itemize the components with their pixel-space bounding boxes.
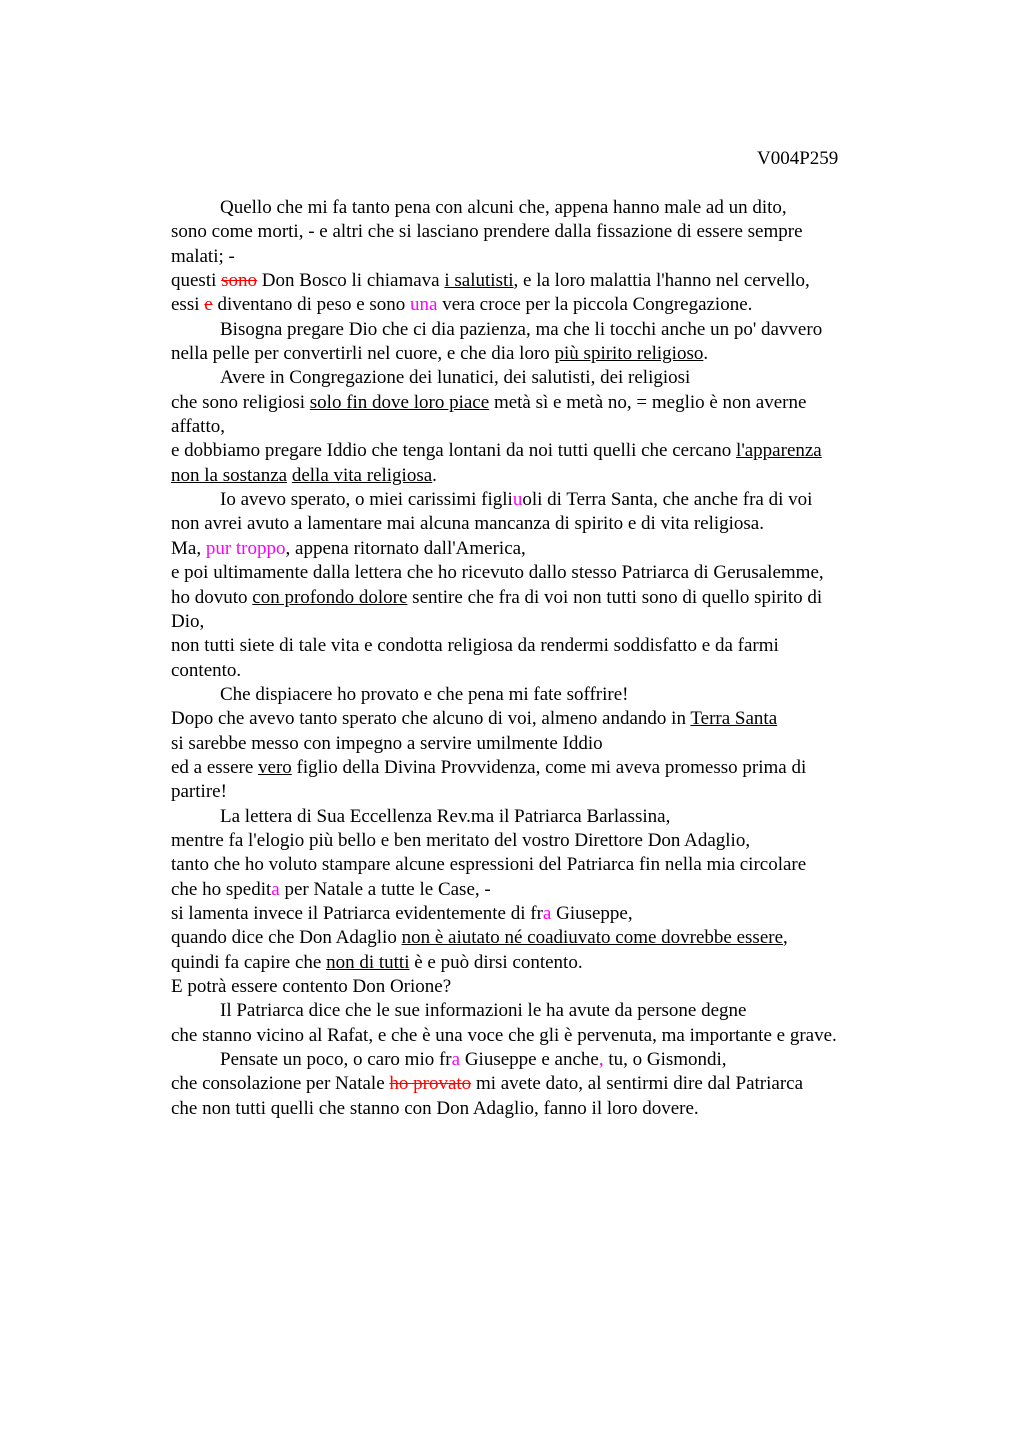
text-line <box>171 269 931 293</box>
text-run: non tutti siete di tale vita e condotta religiosa da rendermi soddisfatto e da farmi <box>171 635 779 657</box>
text-run: Don Bosco li chiamava <box>257 270 445 292</box>
text-run: malati; - <box>171 245 235 267</box>
page-identifier: V004P259 <box>757 148 839 169</box>
text-run: sentire che fra di voi non tutti sono di quello spirito di <box>407 586 823 608</box>
text-line <box>171 707 931 731</box>
text-line <box>171 902 931 926</box>
text-line <box>171 586 931 610</box>
text-line <box>171 196 931 220</box>
text-line <box>171 537 931 561</box>
text-line <box>171 878 931 902</box>
text-run: si lamenta invece il Patriarca evidentemente di fr <box>171 902 543 924</box>
underlined-text: solo fin dove loro piace <box>309 391 490 413</box>
text-line <box>171 464 931 488</box>
text-run: Che dispiacere ho provato e che pena mi fate soffrire! <box>220 683 629 705</box>
underlined-text: della vita religiosa <box>291 464 433 486</box>
text-run: metà sì e metà no, = meglio è non averne <box>489 391 807 413</box>
text-run: si sarebbe messo con impegno a servire umilmente Iddio <box>171 732 603 754</box>
text-line <box>171 829 931 853</box>
inserted-text: a <box>271 878 280 900</box>
text-run: , appena ritornato dall'America, <box>285 537 526 559</box>
text-run: Bisogna pregare Dio che ci dia pazienza, ma che li tocchi anche un po' davvero <box>220 318 823 340</box>
text-run: partire! <box>171 781 227 803</box>
text-run: e poi ultimamente dalla lettera che ho ricevuto dallo stesso Patriarca di Gerusalemme, <box>171 562 824 584</box>
deleted-text: ho provato <box>389 1073 472 1095</box>
deleted-text: sono <box>221 270 258 292</box>
text-run: non avrei avuto a lamentare mai alcuna mancanza di spirito e di vita religiosa. <box>171 513 764 535</box>
text-line <box>171 683 931 707</box>
text-run: tanto che ho voluto stampare alcune espressioni del Patriarca fin nella mia circolare <box>171 854 807 876</box>
text-run: diventano di peso e sono <box>212 294 411 316</box>
text-run: Io avevo sperato, o miei carissimi figli <box>220 489 513 511</box>
underlined-text: l'apparenza <box>736 440 822 462</box>
text-run: . <box>432 464 437 486</box>
text-run: mi avete dato, al sentirmi dire dal Patriarca <box>471 1073 804 1095</box>
inserted-text: u <box>512 489 523 511</box>
text-run: quindi fa capire che <box>171 951 327 973</box>
underlined-text: con profondo dolore <box>252 586 408 608</box>
text-line <box>171 634 931 658</box>
text-run: e dobbiamo pregare Iddio che tenga lontani da noi tutti quelli che cercano <box>171 440 737 462</box>
text-run: sono come morti, - e altri che si lasciano prendere dalla fissazione di essere sempre <box>171 221 803 243</box>
text-line <box>171 366 931 390</box>
text-run: E potrà essere contento Don Orione? <box>171 976 452 997</box>
inserted-text: , <box>598 1049 604 1071</box>
text-line <box>171 415 931 439</box>
text-run: oli di Terra Santa, che anche fra di voi <box>522 489 813 511</box>
text-run: Dopo che avevo tanto sperato che alcuno di voi, almeno andando in <box>171 708 691 730</box>
text-line <box>171 732 931 756</box>
inserted-text: a <box>451 1049 461 1071</box>
text-line <box>171 1072 931 1096</box>
text-line <box>171 756 931 780</box>
text-run: per Natale a tutte le Case, - <box>279 878 491 900</box>
text-line <box>171 951 931 975</box>
underlined-text: non di tutti <box>326 951 410 973</box>
text-line <box>171 610 931 634</box>
underlined-text: Terra Santa <box>690 708 778 730</box>
text-run: Giuseppe e anche <box>460 1049 599 1071</box>
text-line <box>171 1048 931 1072</box>
underlined-text: non la sostanza <box>171 464 288 486</box>
text-run: figlio della Divina Provvidenza, come mi aveva promesso prima di <box>291 756 807 778</box>
text-run: essi <box>171 294 205 316</box>
text-run: Giuseppe, <box>551 902 633 924</box>
text-run: Il Patriarca dice che le sue informazioni le ha avute da persone degne <box>220 1000 747 1022</box>
text-run: mentre fa l'elogio più bello e ben meritato del vostro Direttore Don Adaglio, <box>171 829 751 851</box>
text-run: ed a essere <box>171 756 259 778</box>
underlined-text: più spirito religioso <box>554 343 704 365</box>
text-line <box>171 780 931 804</box>
text-run: , <box>783 927 788 949</box>
text-line <box>171 220 931 244</box>
deleted-text: e <box>204 294 213 316</box>
text-run: è e può dirsi contento. <box>409 951 583 973</box>
text-line <box>171 975 931 999</box>
text-line <box>171 805 931 829</box>
text-run: contento. <box>171 659 242 681</box>
text-line <box>171 439 931 463</box>
letter-body <box>171 196 931 1121</box>
text-line <box>171 659 931 683</box>
underlined-text: vero <box>258 756 292 778</box>
text-line <box>171 561 931 585</box>
text-run: Dio, <box>171 610 205 632</box>
inserted-text: a <box>542 902 552 924</box>
text-line <box>171 1024 931 1048</box>
underlined-text: non è aiutato né coadiuvato come dovrebbe essere <box>401 927 784 949</box>
text-line <box>171 1097 931 1121</box>
text-line <box>171 488 931 512</box>
text-run: affatto, <box>171 416 225 438</box>
text-line <box>171 245 931 269</box>
text-line <box>171 391 931 415</box>
text-line <box>171 512 931 536</box>
text-line <box>171 342 931 366</box>
text-run: Pensate un poco, o caro mio fr <box>220 1049 452 1071</box>
text-run: nella pelle per convertirli nel cuore, e che dia loro <box>171 343 555 365</box>
text-run: Quello che mi fa tanto pena con alcuni che, appena hanno male ad un dito, <box>220 197 787 218</box>
text-line <box>171 293 931 317</box>
text-run: Avere in Congregazione dei lunatici, dei salutisti, dei religiosi <box>220 367 691 389</box>
text-run: quando dice che Don Adaglio <box>171 927 402 949</box>
text-run: questi <box>171 270 222 292</box>
text-run: La lettera di Sua Eccellenza Rev.ma il Patriarca Barlassina, <box>220 805 671 827</box>
text-run: Ma, <box>171 537 206 559</box>
text-line <box>171 999 931 1023</box>
text-run: che non tutti quelli che stanno con Don Adaglio, fanno il loro dovere. <box>171 1097 699 1119</box>
text-run: che sono religiosi <box>171 391 310 413</box>
text-run: che consolazione per Natale <box>171 1073 390 1095</box>
text-run: . <box>703 343 709 365</box>
text-run: tu, o Gismondi, <box>603 1049 727 1071</box>
inserted-text: una <box>410 294 438 316</box>
text-run: vera croce per la piccola Congregazione. <box>437 294 753 316</box>
text-line <box>171 318 931 342</box>
text-run: ho dovuto <box>171 586 253 608</box>
inserted-text: pur troppo <box>205 537 286 559</box>
text-run: che stanno vicino al Rafat, e che è una voce che gli è pervenuta, ma importante e grave. <box>171 1024 837 1046</box>
text-run: , e la loro malattia l'hanno nel cervello, <box>513 270 810 292</box>
text-line <box>171 853 931 877</box>
underlined-text: i salutisti <box>444 270 514 292</box>
text-run: che ho spedit <box>171 878 272 900</box>
text-line <box>171 926 931 950</box>
